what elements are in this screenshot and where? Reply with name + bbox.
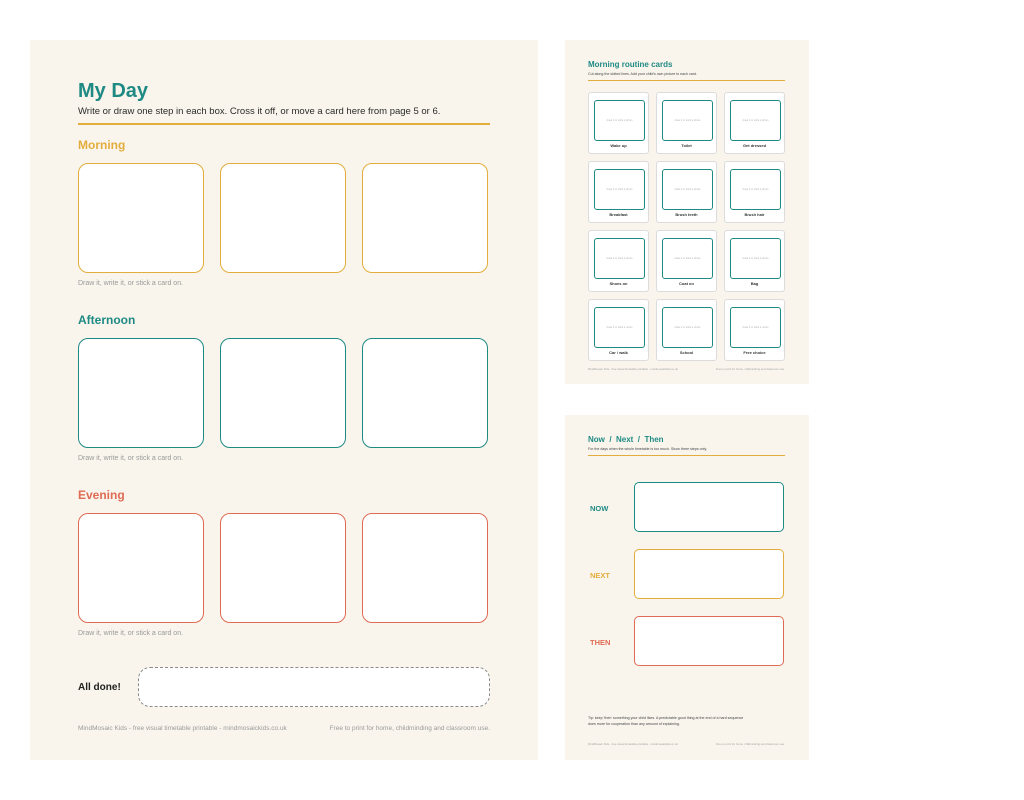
footer-usage-note: Free to print for home, childminding and classroom use.: [715, 742, 785, 746]
evening-step-box: [362, 513, 488, 623]
card-placeholder-text: draw it or stick a photo: [674, 119, 701, 122]
morning-step-box: [362, 163, 488, 273]
afternoon-step-box: [220, 338, 346, 448]
card-label: School: [679, 350, 694, 355]
next-label: NEXT: [590, 571, 611, 580]
section-heading-evening: Evening: [78, 488, 125, 502]
card-label: Shoes on: [609, 281, 628, 286]
card-placeholder-text: draw it or stick a photo: [742, 257, 769, 260]
routine-card: [656, 92, 717, 154]
card-placeholder-text: draw it or stick a photo: [674, 188, 701, 191]
all-done-label: All done!: [78, 682, 121, 693]
routine-card: [656, 161, 717, 223]
card-label: Car / walk: [609, 350, 628, 355]
footer-credit: MindMosaic Kids - free visual timetable printable - mindmosaickids.co.uk: [588, 742, 678, 746]
card-label: Toilet: [681, 143, 692, 148]
then-label: THEN: [590, 638, 611, 647]
card-picture-area: [594, 169, 645, 210]
card-picture-area: [662, 238, 713, 279]
card-placeholder-text: draw it or stick a photo: [674, 326, 701, 329]
now-box: [634, 482, 784, 532]
routine-card: [724, 161, 785, 223]
evening-step-box: [220, 513, 346, 623]
card-picture-area: [730, 307, 781, 348]
card-picture-area: [662, 100, 713, 141]
now-label: NOW: [590, 504, 609, 513]
section-heading-afternoon: Afternoon: [78, 313, 136, 327]
title-divider: [78, 123, 490, 125]
routine-card: [656, 230, 717, 292]
nnt-page-subtitle: For the days when the whole timetable is too much. Show three steps only.: [588, 447, 707, 451]
card-picture-area: [594, 307, 645, 348]
card-picture-area: [730, 238, 781, 279]
card-picture-area: [730, 169, 781, 210]
page-subtitle: Write or draw one step in each box. Cross it off, or move a card here from page 5 or 6.: [78, 106, 441, 117]
cards-page-subtitle: Cut along the dotted lines. Add your child's own picture to each card.: [588, 72, 697, 76]
footer-usage-note: Free to print for home, childminding and classroom use.: [715, 367, 785, 371]
section-heading-morning: Morning: [78, 138, 126, 152]
card-label: Brush hair: [744, 212, 765, 217]
routine-card: [724, 299, 785, 361]
routine-card: [724, 230, 785, 292]
footer-credit: MindMosaic Kids - free visual timetable printable - mindmosaickids.co.uk: [588, 367, 678, 371]
section-hint-evening: Draw it, write it, or stick a card on.: [78, 630, 184, 637]
card-label: Free choice: [743, 350, 766, 355]
routine-card: [724, 92, 785, 154]
footer-usage-note: Free to print for home, childminding and classroom use.: [329, 725, 490, 732]
card-label: Get dressed: [742, 143, 767, 148]
then-box: [634, 616, 784, 666]
page-title: My Day: [78, 80, 149, 102]
now-next-then-page: [565, 415, 809, 760]
card-picture-area: [594, 238, 645, 279]
routine-card: [588, 230, 649, 292]
routine-card: [656, 299, 717, 361]
title-divider: [588, 455, 785, 456]
routine-card: [588, 299, 649, 361]
afternoon-step-box: [362, 338, 488, 448]
card-placeholder-text: draw it or stick a photo: [606, 326, 633, 329]
cards-page-title: Morning routine cards: [588, 60, 673, 69]
card-label: Bag: [750, 281, 759, 286]
card-placeholder-text: draw it or stick a photo: [742, 119, 769, 122]
card-label: Coat on: [679, 281, 694, 286]
afternoon-step-box: [78, 338, 204, 448]
card-picture-area: [662, 169, 713, 210]
routine-cards-page: [565, 40, 809, 384]
card-picture-area: [730, 100, 781, 141]
card-picture-area: [594, 100, 645, 141]
morning-step-box: [220, 163, 346, 273]
routine-card: [588, 92, 649, 154]
title-divider: [588, 80, 785, 81]
footer-credit: MindMosaic Kids - free visual timetable printable - mindmosaickids.co.uk: [78, 725, 287, 732]
evening-step-box: [78, 513, 204, 623]
card-placeholder-text: draw it or stick a photo: [606, 188, 633, 191]
card-placeholder-text: draw it or stick a photo: [742, 326, 769, 329]
tip-text: Tip: keep 'then' something your child likes. A predictable good thing at the end of a hard sequence does more for cooperation than any amount of explaining.: [588, 716, 744, 726]
card-label: Brush teeth: [675, 212, 698, 217]
routine-card: [588, 161, 649, 223]
card-placeholder-text: draw it or stick a photo: [742, 188, 769, 191]
nnt-page-title: Now / Next / Then: [588, 435, 664, 444]
section-hint-afternoon: Draw it, write it, or stick a card on.: [78, 455, 184, 462]
card-placeholder-text: draw it or stick a photo: [674, 257, 701, 260]
card-placeholder-text: draw it or stick a photo: [606, 257, 633, 260]
next-box: [634, 549, 784, 599]
section-hint-morning: Draw it, write it, or stick a card on.: [78, 280, 184, 287]
card-label: Breakfast: [609, 212, 628, 217]
card-label: Wake up: [610, 143, 627, 148]
card-picture-area: [662, 307, 713, 348]
morning-step-box: [78, 163, 204, 273]
my-day-page: [30, 40, 538, 760]
card-placeholder-text: draw it or stick a photo: [606, 119, 633, 122]
all-done-box: [138, 667, 490, 707]
